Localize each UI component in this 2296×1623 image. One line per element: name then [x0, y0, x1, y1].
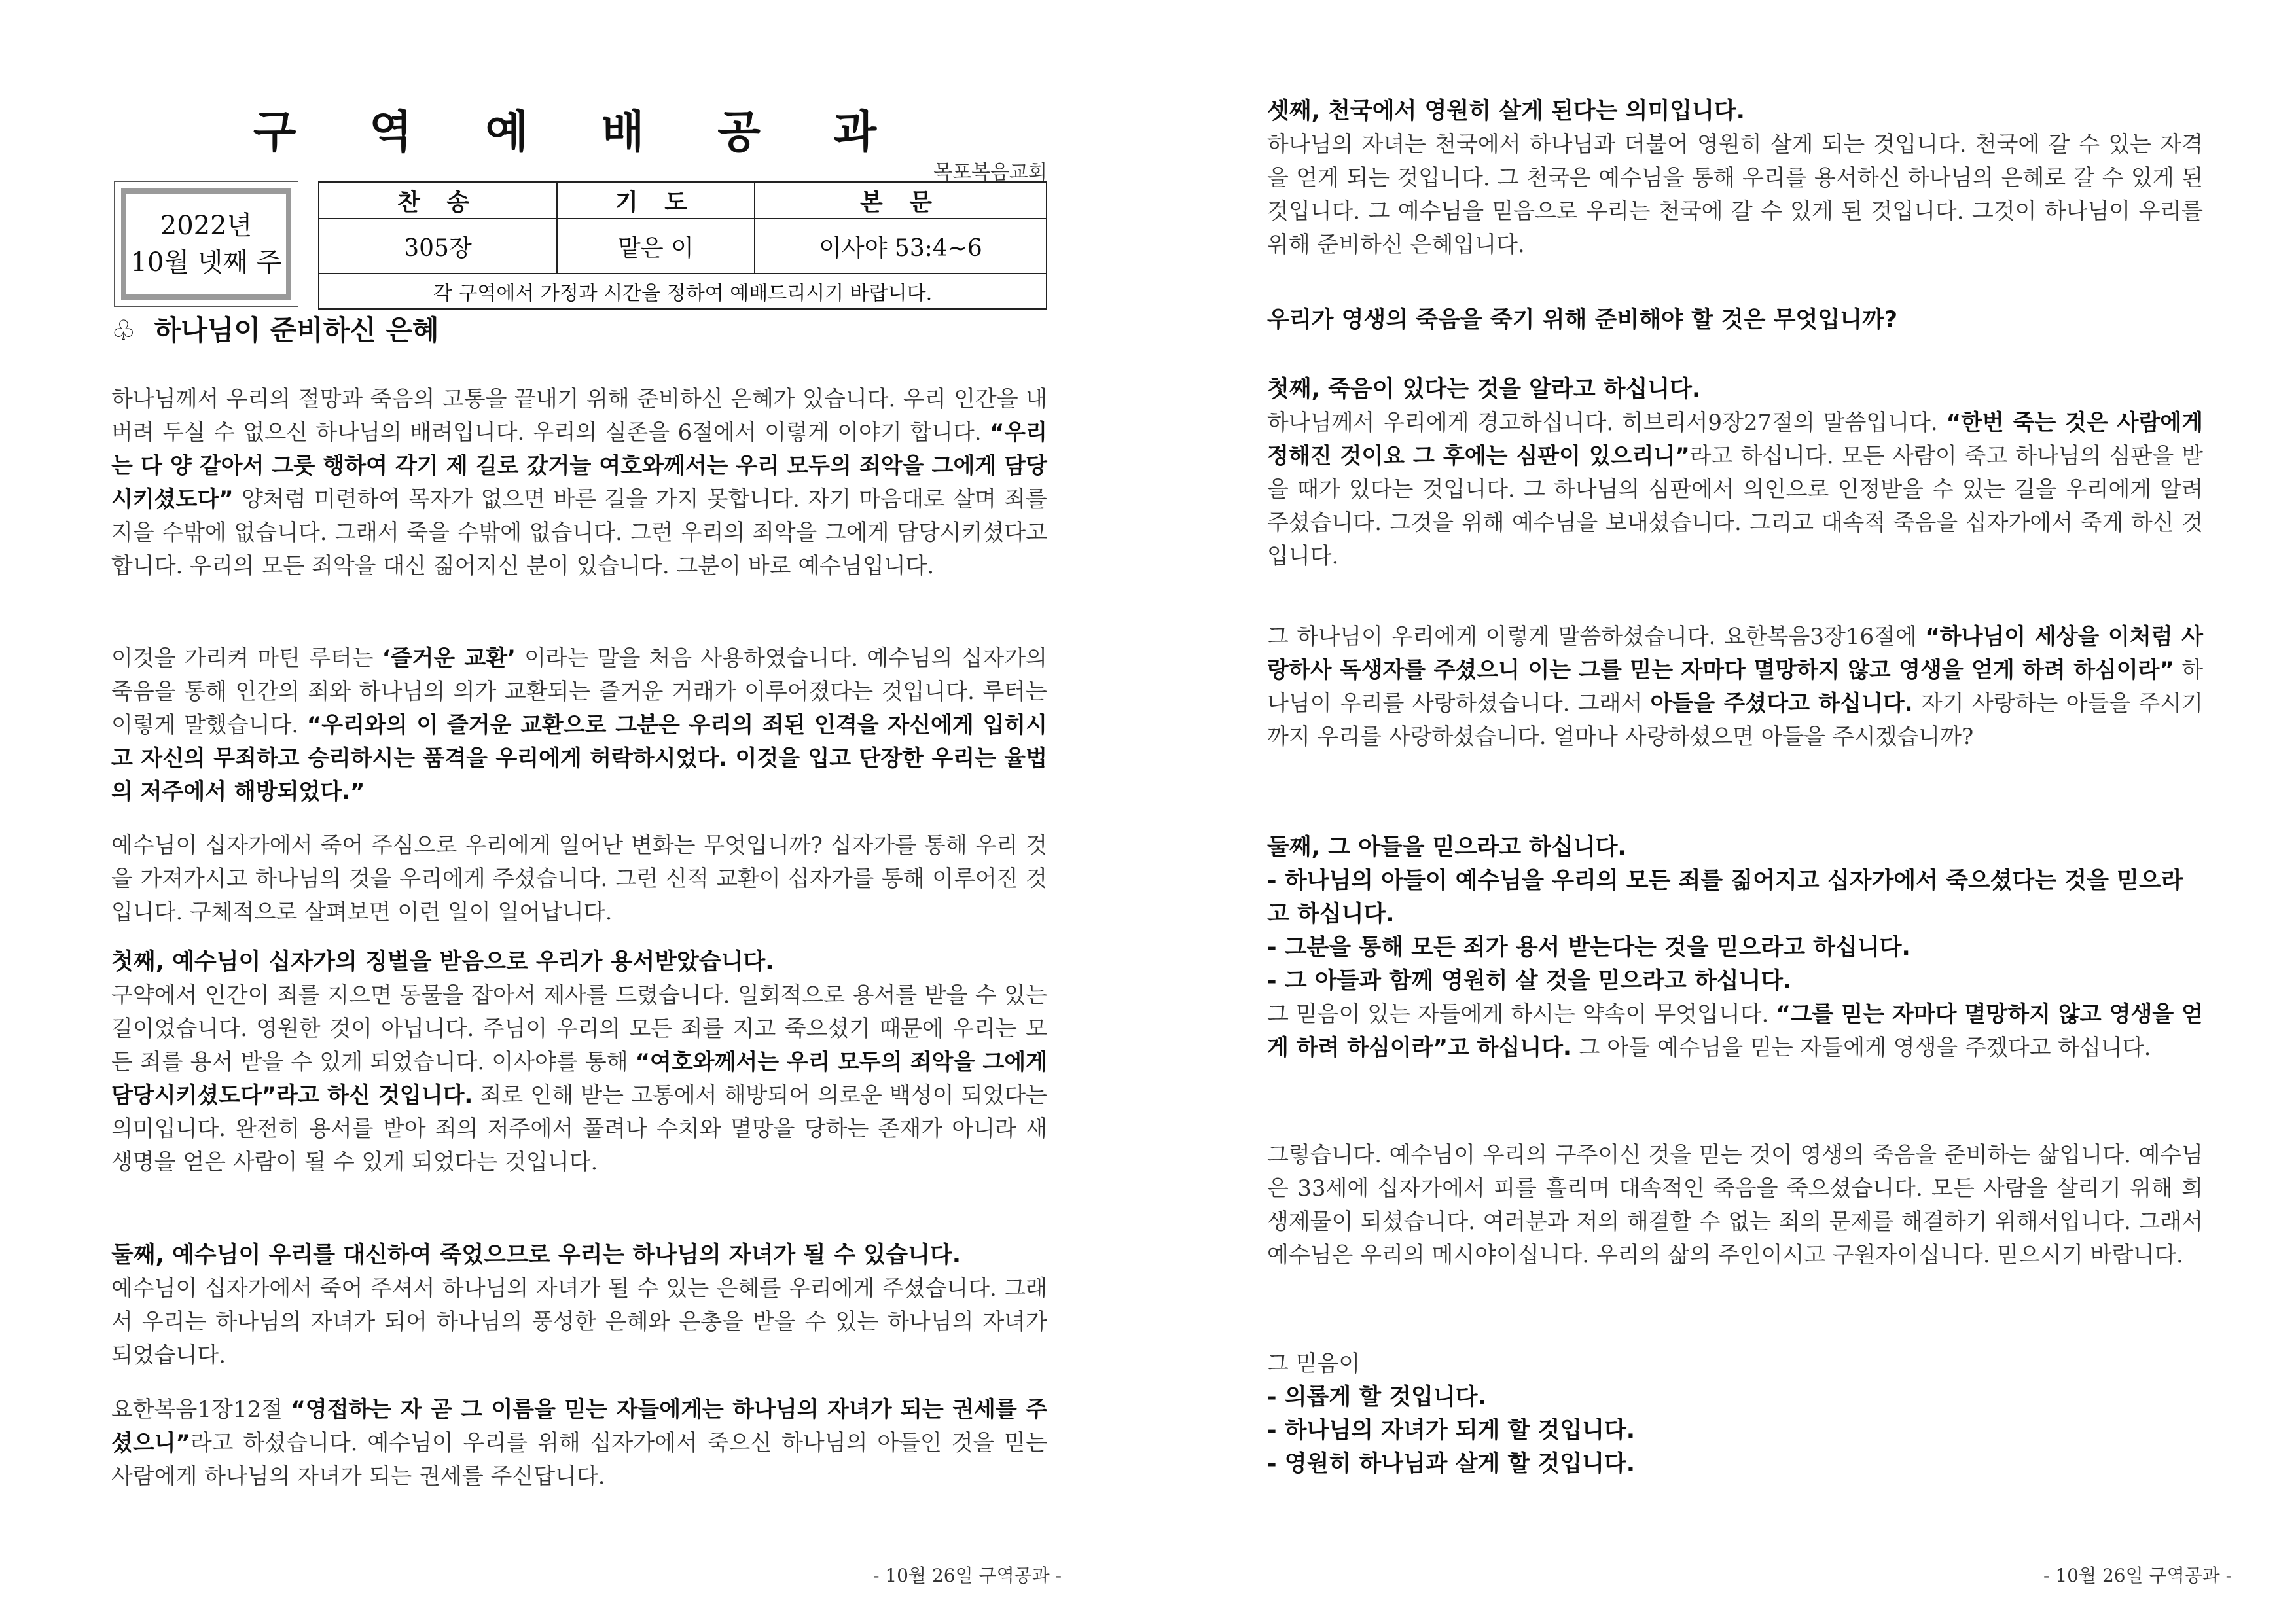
quote: “우리는 다 양 같아서 그릇 행하여 각기 제 길로 갔거늘 여호와께서는 우리 모두의 죄악을 그에게 담당시키셨도다” — [111, 419, 1047, 512]
quote: “한번 죽는 것은 사람에게 정해진 것이요 그 후에는 심판이 있으리니” — [1267, 410, 2203, 469]
paragraph: 이것을 가리켜 마틴 루터는 ‘즐거운 교환’ 이라는 말을 처음 사용하였습니다. 예수님의 십자가의 죽음을 통해 인간의 죄와 하나님의 의가 교환되는 즐거운 거래가 이루어졌다는 것입니다. 루터는 이렇게 말했습니다. “우리와의 이 즐거운 교환으로 그분은 우리의 죄된 인격을 자신에게 입히시고 자신의 무죄하고 승리하시는 품격을 우리에게 허락하시었다. 이것을 입고 단장한 우리는 율법의 저주에서 해방되었다.” — [111, 645, 1048, 805]
point-heading: 첫째, 죽음이 있다는 것을 알라고 하십니다. — [1267, 376, 1701, 402]
page-footer: - 10월 26일 구역공과 - — [873, 1565, 1062, 1586]
paragraph: 그렇습니다. 예수님이 우리의 구주이신 것을 믿는 것이 영생의 죽음을 준비하는 삶입니다. 예수님은 33세에 십자가에서 피를 흘리며 대속적인 죽음을 죽으셨습니다. 모든 사람을 살리기 위해 희생제물이 되셨습니다. 여러분과 저의 해결할 수 없는 죄의 문제를 해결하기 위해서입니다. 그래서 예수님은 우리의 메시야이십니다. 우리의 삶의 주인이시고 구원자이십니다. 믿으시기 바랍니다. — [1267, 1142, 2203, 1268]
table-note: 각 구역에서 가정과 시간을 정하여 예배드리시기 바랍니다. — [319, 274, 1047, 309]
header-hymn: 찬 송 — [319, 182, 557, 219]
quote: “하나님이 세상을 이처럼 사랑하사 독생자를 주셨으니 이는 그를 믿는 자마다 멸망하지 않고 영생을 얻게 하려 하심이라” — [1267, 624, 2203, 683]
paragraph: 하나님의 자녀는 천국에서 하나님과 더불어 영원히 살게 되는 것입니다. 천국에 갈 수 있는 자격을 얻게 되는 것입니다. 그 천국은 예수님을 통해 우리를 용서하신 하나님의 은혜로 갈 수 있게 된 것입니다. 그 예수님을 믿음으로 우리는 천국에 갈 수 있게 된 것입니다. 그것이 하나님이 우리를 위해 준비하신 은혜입니다. — [1267, 132, 2203, 258]
bullet-item: - 그 아들과 함께 영원히 살 것을 믿으라고 하십니다. — [1267, 968, 1792, 994]
point-heading: 둘째, 예수님이 우리를 대신하여 죽었으므로 우리는 하나님의 자녀가 될 수 있습니다. — [111, 1242, 961, 1268]
page-title: 구 역 예 배 공 과 — [253, 107, 906, 158]
paragraph: 예수님이 십자가에서 죽어 주심으로 우리에게 일어난 변화는 무엇입니까? 십자가를 통해 우리 것을 가져가시고 하나님의 것을 우리에게 주셨습니다. 그런 신적 교환이 십자가를 통해 이루어진 것입니다. 구체적으로 살펴보면 이런 일이 일어납니다. — [111, 832, 1047, 925]
date-week: 10월 넷째 주 — [130, 247, 282, 277]
quote: “우리와의 이 즐거운 교환으로 그분은 우리의 죄된 인격을 자신에게 입히시고 자신의 무죄하고 승리하시는 품격을 우리에게 허락하시었다. 이것을 입고 단장한 우리는 율법의 저주에서 해방되었다.” — [111, 712, 1047, 805]
page-footer: - 10월 26일 구역공과 - — [2043, 1565, 2233, 1586]
value-prayer: 맡은 이 — [557, 219, 755, 274]
bullet-item: - 하나님의 아들이 예수님을 우리의 모든 죄를 짊어지고 십자가에서 죽으셨다는 것을 믿으라고 하십니다. — [1267, 868, 2183, 927]
point-heading: 셋째, 천국에서 영원히 살게 된다는 의미입니다. — [1267, 98, 1745, 124]
value-hymn: 305장 — [319, 219, 557, 274]
paragraph: 하나님께서 우리에게 경고하십니다. 히브리서9장27절의 말씀입니다. “한번 죽는 것은 사람에게 정해진 것이요 그 후에는 심판이 있으리니”라고 하십니다. 모든 사람이 죽고 하나님의 심판을 받을 때가 있다는 것입니다. 그 하나님의 심판에서 의인으로 인정받을 수 있는 길을 우리에게 알려 주셨습니다. 그것을 위해 예수님을 보내셨습니다. 그리고 대속적 죽음을 십자가에서 죽게 하신 것입니다. — [1267, 410, 2203, 569]
value-scripture: 이사야 53:4~6 — [755, 219, 1047, 274]
question-heading: 우리가 영생의 죽음을 죽기 위해 준비해야 할 것은 무엇입니까? — [1267, 307, 1898, 333]
bullet-item: - 그분을 통해 모든 죄가 용서 받는다는 것을 믿으라고 하십니다. — [1267, 935, 1910, 961]
church-name: 목포복음교회 — [933, 161, 1047, 184]
date-text — [131, 207, 282, 281]
section-title-text: 하나님이 준비하신 은혜 — [154, 314, 439, 346]
quote: “영접하는 자 곧 그 이름을 믿는 자들에게는 하나님의 자녀가 되는 권세를 주셨으니” — [111, 1397, 1047, 1456]
quote: ‘즐거운 교환’ — [382, 645, 516, 671]
emphasis: 아들을 주셨다고 하십니다. — [1650, 690, 1913, 717]
right-page — [1148, 0, 2296, 1623]
point-heading: 둘째, 그 아들을 믿으라고 하십니다. — [1267, 834, 1626, 861]
bullet-item: - 영원히 하나님과 살게 할 것입니다. — [1267, 1451, 1636, 1477]
paragraph: 예수님이 십자가에서 죽어 주셔서 하나님의 자녀가 될 수 있는 은혜를 우리에게 주셨습니다. 그래서 우리는 하나님의 자녀가 되어 하나님의 풍성한 은혜와 은총을 받을 수 있는 하나님의 자녀가 되었습니다. — [111, 1275, 1047, 1368]
bullet-item: - 의롭게 할 것입니다. — [1267, 1384, 1486, 1410]
paragraph: 그 믿음이 있는 자들에게 하시는 약속이 무엇입니다. “그를 믿는 자마다 멸망하지 않고 영생을 얻게 하려 하심이라”고 하십니다. 그 아들 예수님을 믿는 자들에게 영생을 주겠다고 하십니다. — [1267, 1001, 2203, 1061]
table-value-row — [319, 219, 1047, 274]
table-header-row — [319, 182, 1047, 219]
date-year: 2022년 — [160, 211, 253, 241]
table-note-row — [319, 274, 1047, 309]
point-heading: 첫째, 예수님이 십자가의 징벌을 받음으로 우리가 용서받았습니다. — [111, 949, 774, 975]
paragraph: 그 하나님이 우리에게 이렇게 말씀하셨습니다. 요한복음3장16절에 “하나님이 세상을 이처럼 사랑하사 독생자를 주셨으니 이는 그를 믿는 자마다 멸망하지 않고 영생을 얻게 하려 하심이라” 하나님이 우리를 사랑하셨습니다. 그래서 아들을 주셨다고 하십니다. 자기 사랑하는 아들을 주시기까지 우리를 사랑하셨습니다. 얼마나 사랑하셨으면 아들을 주시겠습니까? — [1267, 624, 2204, 750]
date-box — [114, 181, 298, 307]
section-title — [111, 309, 439, 348]
paragraph: 요한복음1장12절 “영접하는 자 곧 그 이름을 믿는 자들에게는 하나님의 자녀가 되는 권세를 주셨으니”라고 하셨습니다. 예수님이 우리를 위해 십자가에서 죽으신 하나님의 아들인 것을 믿는 사람에게 하나님의 자녀가 되는 권세를 주신답니다. — [111, 1397, 1047, 1489]
paragraph: 그 믿음이 — [1267, 1351, 1361, 1377]
bullet-item: - 하나님의 자녀가 되게 할 것입니다. — [1267, 1418, 1636, 1444]
header-scripture: 본 문 — [755, 182, 1047, 219]
quote: “그를 믿는 자마다 멸망하지 않고 영생을 얻게 하려 하심이라”고 하십니다. — [1267, 1001, 2203, 1061]
worship-info-table — [318, 181, 1047, 310]
quote: “여호와께서는 우리 모두의 죄악을 그에게 담당시키셨도다”라고 하신 것입니다. — [111, 1049, 1047, 1109]
paragraph: 구약에서 인간이 죄를 지으면 동물을 잡아서 제사를 드렸습니다. 일회적으로 용서를 받을 수 있는 길이었습니다. 영원한 것이 아닙니다. 주님이 우리의 모든 죄를 지고 죽으셨기 때문에 우리는 모든 죄를 용서 받을 수 있게 되었습니다. 이사야를 통해 “여호와께서는 우리 모두의 죄악을 그에게 담당시키셨도다”라고 하신 것입니다. 죄로 인해 받는 고통에서 해방되어 의로운 백성이 되었다는 의미입니다. 완전히 용서를 받아 죄의 저주에서 풀려나 수치와 멸망을 당하는 존재가 아니라 새 생명을 얻은 사람이 될 수 있게 되었다는 것입니다. — [111, 982, 1047, 1175]
paragraph: 하나님께서 우리의 절망과 죽음의 고통을 끝내기 위해 준비하신 은혜가 있습니다. 우리 인간을 내버려 두실 수 없으신 하나님의 배려입니다. 우리의 실존을 6절에서 이렇게 이야기 합니다. “우리는 다 양 같아서 그릇 행하여 각기 제 길로 갔거늘 여호와께서는 우리 모두의 죄악을 그에게 담당시키셨도다” 양처럼 미련하여 목자가 없으면 바른 길을 가지 못합니다. 자기 마음대로 살며 죄를 지을 수밖에 없습니다. 그래서 죽을 수밖에 없습니다. 그런 우리의 죄악을 그에게 담당시키셨다고 합니다. 우리의 모든 죄악을 대신 짊어지신 분이 있습니다. 그분이 바로 예수님입니다. — [111, 386, 1047, 579]
header-prayer: 기 도 — [557, 182, 755, 219]
club-icon: ♧ — [111, 314, 136, 346]
